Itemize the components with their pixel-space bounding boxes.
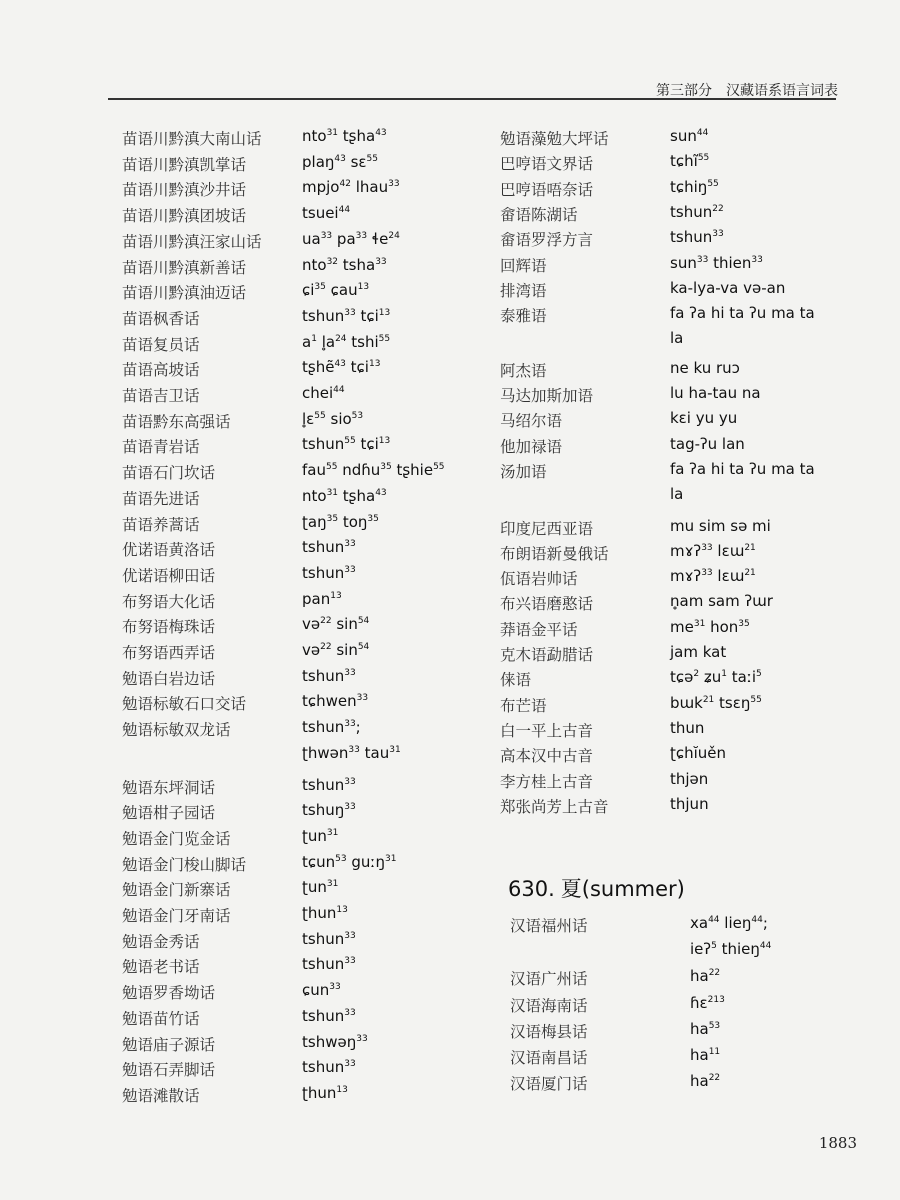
entry-row — [510, 940, 860, 966]
language-name: 汉语南昌话 — [510, 1049, 588, 1067]
entry-row — [510, 1072, 860, 1098]
entry-row — [122, 307, 492, 333]
language-name: 苗语枫香话 — [122, 309, 200, 328]
entry-row — [500, 485, 860, 511]
entry-row — [122, 435, 492, 461]
language-name: 克木语勐腊话 — [500, 646, 594, 664]
ipa-transcription: tɕə$^2$ ʑu$^1$ taːi$^5$ — [670, 668, 762, 687]
language-name: 苗语川黔滇油迈话 — [122, 284, 247, 303]
language-name: 莽语金平话 — [500, 620, 578, 639]
ipa-transcription: ʈaŋ$^{35}$ toŋ$^{35}$ — [302, 512, 379, 531]
page-header-title: 第三部分 汉藏语系语言词表 — [656, 83, 838, 99]
ipa-transcription: ʈɕhĭuěn — [670, 744, 727, 763]
language-name: 苗语川黔滇大南山话 — [122, 130, 262, 148]
language-name: 回辉语 — [500, 256, 547, 275]
language-name: 苗语黔东高强话 — [122, 412, 231, 431]
language-name: 苗语川黔滇沙井话 — [122, 181, 247, 200]
entry-row — [500, 152, 860, 178]
section-number: 630. — [508, 877, 555, 901]
language-name: 勉语老书话 — [122, 958, 200, 977]
ipa-transcription: sun$^{33}$ thien$^{33}$ — [670, 253, 763, 272]
ipa-transcription: tshun$^{33}$ — [302, 955, 356, 974]
entry-row — [122, 538, 492, 564]
entry-row — [122, 178, 492, 204]
language-name: 巴哼语文界话 — [500, 155, 594, 174]
entry-row — [122, 692, 492, 718]
language-name: 勉语标敏双龙话 — [122, 721, 231, 740]
ipa-transcription: ka-lya-va və-an — [670, 278, 786, 297]
language-name: 勉语金门牙南话 — [122, 907, 231, 925]
ipa-transcription: lu ha-tau na — [670, 384, 761, 402]
language-name: 李方桂上古音 — [500, 772, 594, 791]
entry-row — [122, 358, 492, 384]
ipa-transcription: mɤʔ$^{33}$ lɛɯ$^{21}$ — [670, 541, 756, 560]
ipa-transcription: tshun$^{33}$ — [302, 538, 356, 557]
ipa-transcription: tshwəŋ$^{33}$ — [302, 1032, 368, 1051]
ipa-transcription: ɕun$^{33}$ — [302, 981, 341, 1000]
language-name: 优诺语黄洛话 — [122, 541, 216, 560]
language-name: 勉语苗竹话 — [122, 1009, 200, 1028]
language-name: 勉语石弄脚话 — [122, 1061, 216, 1080]
section-heading — [508, 873, 685, 903]
entry-row — [122, 153, 492, 179]
language-name: 布努语梅珠话 — [122, 618, 216, 637]
ipa-transcription: ʈhun$^{13}$ — [302, 904, 348, 922]
language-name: 勉语金秀话 — [122, 932, 200, 951]
language-name: 苗语先进话 — [122, 489, 200, 508]
language-name: 他加禄语 — [500, 437, 563, 456]
ipa-transcription: tshun$^{33}$ — [302, 1006, 356, 1025]
entry-row — [122, 564, 492, 590]
ipa-transcription: fa ʔa hi ta ʔu ma ta — [670, 459, 815, 478]
language-name: 苗语石门坎话 — [122, 464, 216, 483]
language-name: 畲语陈湖话 — [500, 205, 578, 224]
language-name: 苗语川黔滇凯掌话 — [122, 155, 247, 174]
language-name: 马达加斯加语 — [500, 387, 594, 405]
entry-row — [500, 542, 860, 568]
entry-row — [500, 694, 860, 720]
entry-row — [122, 410, 492, 436]
language-name: 布朗语新曼俄话 — [500, 544, 609, 563]
ipa-transcription: sun$^{44}$ — [670, 127, 709, 145]
ipa-transcription: və$^{22}$ $\sin^{54}$ — [302, 615, 370, 634]
language-name: 俫语 — [500, 671, 532, 690]
language-name: 苗语川黔滇汪家山话 — [122, 232, 262, 251]
ipa-transcription: tshun$^{33}$ — [302, 563, 356, 582]
section-title: 夏(summer) — [560, 877, 685, 901]
ipa-transcription: tshuŋ$^{33}$ — [302, 801, 356, 820]
entry-row — [122, 333, 492, 359]
entry-row — [500, 460, 860, 486]
language-name: 汉语厦门话 — [510, 1075, 588, 1094]
page-number: 1883 — [818, 1134, 857, 1152]
language-name: 泰雅语 — [500, 307, 547, 326]
entry-row — [500, 254, 860, 280]
entry-row — [500, 795, 860, 821]
language-name: 苗语川黔滇团坡话 — [122, 207, 247, 226]
ipa-transcription: fa ʔa hi ta ʔu ma ta — [670, 304, 815, 323]
language-name: 苗语养蒿话 — [122, 515, 200, 534]
ipa-transcription: tshun$^{33}$; — [302, 718, 361, 737]
entry-row — [510, 914, 860, 940]
language-name: 汤加语 — [500, 462, 547, 481]
ipa-transcription: $me^{31}$ hon$^{35}$ — [670, 617, 750, 636]
entry-row — [500, 127, 860, 153]
language-name: 勉语东坪洞话 — [122, 778, 216, 797]
entry-row — [500, 384, 860, 410]
ipa-transcription: tʂhẽ$^{43}$ tɕi$^{13}$ — [302, 358, 381, 377]
ipa-transcription: chei$^{44}$ — [302, 384, 345, 402]
language-name: 勉语金门新寨话 — [122, 881, 231, 900]
ipa-transcription: tɕhwen$^{33}$ — [302, 692, 369, 711]
entry-row — [500, 329, 860, 355]
entry-row — [500, 304, 860, 330]
entry-row — [122, 776, 492, 802]
entry-row — [122, 1084, 492, 1110]
entry-row — [500, 359, 860, 385]
language-name: 汉语梅县话 — [510, 1022, 588, 1041]
entry-row — [500, 567, 860, 593]
entry-row — [122, 1033, 492, 1059]
ipa-transcription: tɕhĩ$^{55}$ — [670, 152, 710, 171]
entry-row — [500, 744, 860, 770]
language-name: 勉语白岩边话 — [122, 669, 216, 688]
entry-row — [122, 744, 492, 770]
language-name: 勉语庙子源话 — [122, 1035, 216, 1054]
language-name: 印度尼西亚语 — [500, 519, 594, 538]
ipa-transcription: tshun$^{55}$ tɕi$^{13}$ — [302, 435, 391, 454]
entry-row — [510, 1020, 860, 1046]
ipa-transcription: kɛi yu yu — [670, 409, 738, 428]
entry-row — [122, 955, 492, 981]
language-name: 汉语福州话 — [510, 917, 588, 935]
ipa-transcription: ɕi$^{35}$ ɕau$^{13}$ — [302, 281, 370, 300]
entry-row — [500, 643, 860, 669]
entry-row — [122, 127, 492, 153]
language-name: 勉语金门梭山脚话 — [122, 855, 247, 874]
entry-row — [122, 256, 492, 282]
ipa-transcription: $ha^{11}$ — [690, 1046, 721, 1064]
ipa-transcription: plaŋ$^{43}$ sɛ$^{55}$ — [302, 152, 378, 171]
entry-row — [500, 409, 860, 435]
ipa-transcription: tshun$^{33}$ — [302, 1058, 356, 1077]
ipa-transcription: ʈhwən$^{33}$ tau$^{31}$ — [302, 743, 401, 762]
language-name: 汉语海南话 — [510, 996, 588, 1015]
ipa-transcription: tshun$^{33}$ — [302, 775, 356, 794]
entry-row — [500, 178, 860, 204]
entry-row — [122, 878, 492, 904]
ipa-transcription: tɕhiŋ$^{55}$ — [670, 177, 719, 196]
ipa-transcription: $ha^{22}$ — [690, 1072, 721, 1091]
entry-row — [122, 718, 492, 744]
header-rule — [108, 98, 836, 100]
ipa-transcription: tshun$^{33}$ tɕi$^{13}$ — [302, 306, 391, 325]
language-name: 苗语青岩话 — [122, 438, 200, 457]
language-name: 郑张尚芳上古音 — [500, 797, 609, 816]
ipa-transcription: thjən — [670, 769, 709, 788]
ipa-transcription: tsuei$^{44}$ — [302, 204, 351, 223]
ipa-transcription: ʈun$^{31}$ — [302, 878, 339, 897]
ipa-transcription: l̥ɛ$^{55}$ sio$^{53}$ — [302, 409, 364, 428]
ipa-transcription: nto$^{32}$ tsha$^{33}$ — [302, 255, 387, 274]
entry-row — [122, 384, 492, 410]
ipa-transcription: $ua^{33}$ $pa^{33}$ ɬe$^{24}$ — [302, 229, 400, 248]
entry-row — [122, 667, 492, 693]
language-name: 勉语滩散话 — [122, 1086, 200, 1105]
language-name: 勉语藻勉大坪话 — [500, 130, 609, 148]
entry-row — [122, 904, 492, 930]
ipa-transcription: n̥am sam ʔɯr — [670, 592, 773, 611]
ipa-transcription: mɤʔ$^{33}$ lɛɯ$^{21}$ — [670, 567, 756, 586]
entry-row — [122, 461, 492, 487]
language-name: 佤语岩帅话 — [500, 570, 578, 589]
language-name: 勉语金门览金话 — [122, 829, 231, 848]
ipa-transcription: $a^1$ $l̥a^{24}$ tshi$^{55}$ — [302, 332, 391, 351]
entry-row — [510, 994, 860, 1020]
entry-row — [122, 281, 492, 307]
entry-row — [500, 668, 860, 694]
ipa-transcription: jam kat — [670, 643, 727, 661]
entry-row — [122, 615, 492, 641]
ipa-transcription: ʈun$^{31}$ — [302, 826, 339, 845]
language-name: 苗语吉卫话 — [122, 387, 200, 405]
entry-row — [122, 930, 492, 956]
entry-row — [500, 279, 860, 305]
entry-row — [500, 592, 860, 618]
ipa-transcription: nto$^{31}$ tʂha$^{43}$ — [302, 127, 387, 145]
language-name: 苗语川黔滇新善话 — [122, 258, 247, 277]
ipa-transcription: bɯk$^{21}$ tsɛŋ$^{55}$ — [670, 693, 762, 712]
entry-row — [122, 981, 492, 1007]
language-name: 勉语罗香坳话 — [122, 984, 216, 1003]
entry-row — [122, 230, 492, 256]
entry-row — [500, 435, 860, 461]
entry-row — [500, 517, 860, 543]
language-name: 马绍尔语 — [500, 412, 563, 431]
ipa-transcription: tshun$^{22}$ — [670, 202, 724, 221]
language-name: 布努语西弄话 — [122, 644, 216, 662]
language-name: 排湾语 — [500, 281, 547, 300]
language-name: 苗语高坡话 — [122, 361, 200, 380]
entry-row — [122, 487, 492, 513]
language-name: 巴哼语唔奈话 — [500, 180, 594, 199]
ipa-transcription: tshun$^{33}$ — [670, 228, 724, 247]
entry-row — [510, 1046, 860, 1072]
ipa-transcription: ieʔ$^5$ thieŋ$^{44}$ — [690, 940, 772, 959]
entry-row — [500, 203, 860, 229]
entry-row — [122, 590, 492, 616]
ipa-transcription: ne ku ruɔ — [670, 358, 740, 377]
ipa-transcription: tshun$^{33}$ — [302, 666, 356, 685]
language-name: 阿杰语 — [500, 361, 547, 380]
language-name: 勉语标敏石口交话 — [122, 695, 247, 714]
ipa-transcription: thun — [670, 718, 705, 737]
ipa-transcription: mpjo$^{42}$ lhau$^{33}$ — [302, 178, 400, 197]
ipa-transcription: və$^{22}$ $\sin^{54}$ — [302, 641, 370, 659]
ipa-transcription: mu sim sə mi — [670, 516, 771, 535]
language-name: 布兴语磨憨话 — [500, 595, 594, 614]
language-name: 布努语大化话 — [122, 592, 216, 611]
ipa-transcription: pan$^{13}$ — [302, 589, 342, 608]
entry-row — [122, 641, 492, 667]
ipa-transcription: $ha^{53}$ — [690, 1019, 721, 1038]
language-name: 高本汉中古音 — [500, 747, 594, 766]
entry-row — [500, 719, 860, 745]
ipa-transcription: thjun — [670, 794, 709, 813]
ipa-transcription: ɦɛ$^{213}$ — [690, 993, 725, 1012]
ipa-transcription: fau$^{55}$ ndɦu$^{35}$ tʂhie$^{55}$ — [302, 461, 445, 480]
ipa-transcription: $ha^{22}$ — [690, 967, 721, 986]
language-name: 苗语复员话 — [122, 335, 200, 354]
entry-row — [122, 1007, 492, 1033]
entry-row — [122, 853, 492, 879]
entry-row — [122, 513, 492, 539]
ipa-transcription: $xa^{44}$ lieŋ$^{44}$; — [690, 914, 768, 932]
entry-row — [500, 618, 860, 644]
language-name: 勉语柑子园话 — [122, 804, 216, 823]
language-name: 畲语罗浮方言 — [500, 231, 594, 250]
language-name: 布芒语 — [500, 696, 547, 715]
entry-row — [500, 770, 860, 796]
ipa-transcription: ʈhun$^{13}$ — [302, 1083, 348, 1102]
ipa-transcription: tag-ʔu lan — [670, 434, 745, 453]
language-name: 白一平上古音 — [500, 721, 594, 740]
entry-row — [122, 204, 492, 230]
language-name: 优诺语柳田话 — [122, 566, 216, 585]
entry-row — [510, 967, 860, 993]
entry-row — [122, 801, 492, 827]
entry-row — [122, 1058, 492, 1084]
ipa-transcription: nto$^{31}$ tʂha$^{43}$ — [302, 486, 387, 505]
ipa-transcription: tɕun$^{53}$ guːŋ$^{31}$ — [302, 852, 397, 871]
ipa-transcription: la — [670, 329, 684, 348]
ipa-transcription: tshun$^{33}$ — [302, 929, 356, 948]
entry-row — [122, 827, 492, 853]
ipa-transcription: la — [670, 485, 684, 504]
entry-row — [500, 228, 860, 254]
language-name: 汉语广州话 — [510, 970, 588, 989]
